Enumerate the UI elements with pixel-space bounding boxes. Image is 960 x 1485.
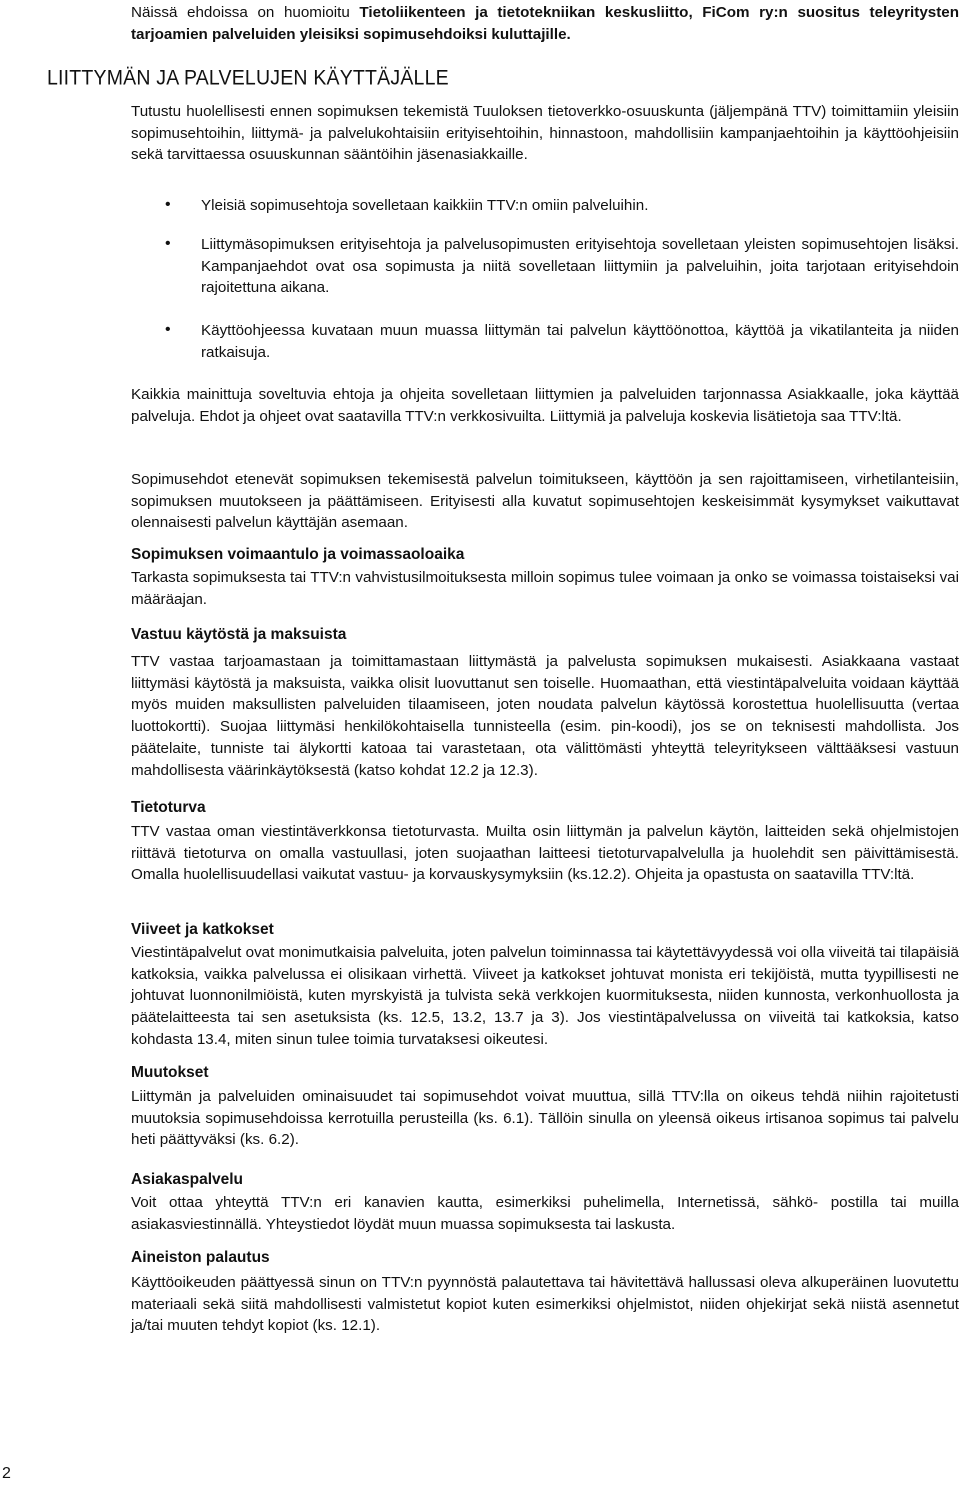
intro-body-paragraph: Tutustu huolellisesti ennen sopimuksen tekemistä Tuuloksen tietoverkko-osuuskunta (jäljempänä TTV) toimittamiin yleisiin sopimusehtoihin, liittymä- ja palvelukohtaisiin erityisehtoihin, hinnastoon, mahdollisiin kampanjaehtoihin ja käyttöohjeisiin sekä tarvittaessa osuuskunnan sääntöihin jäsenasiakkaille.	[131, 103, 959, 164]
intro-bold-text: Tietoliikenteen ja tietotekniikan keskusliitto, FiCom ry:n suositus teleyritysten tarjoamien palveluiden yleisiksi sopimusehdoiksi kuluttajille.	[131, 4, 959, 43]
section-heading-security: Tietoturva	[131, 799, 206, 816]
section-heading-return-of-material: Aineiston palautus	[131, 1249, 270, 1266]
section-heading-customer-service: Asiakaspalvelu	[131, 1171, 244, 1188]
section-heading-responsibility: Vastuu käytöstä ja maksuista	[131, 626, 347, 643]
bullet-item-special-terms: • Liittymäsopimuksen erityisehtoja ja palvelusopimusten erityisehtoja sovelletaan yleisten sopimusehtojen lisäksi. Kampanjaehdot ovat osa sopimusta ja niitä sovelletaan liittymiin ja palveluihin, joita tarjotaan erityisehdoin rajoitettuna aikana.	[201, 234, 959, 299]
intro-plain-text: Näissä ehdoissa on huomioitu	[131, 4, 360, 21]
intro-paragraph	[131, 2, 959, 45]
page-number: 2	[2, 1465, 11, 1482]
section-heading-validity: Sopimuksen voimaantulo ja voimassaoloaika	[131, 546, 465, 563]
section-body-delays: Viestintäpalvelut ovat monimutkaisia palveluita, joten palvelun toiminnassa tai käytettävyydessä voi olla viiveitä tai tilapäisiä katkoksia, vaikka palvelussa ei olisikaan virhettä. Viiveet ja katkokset johtuvat monista eri tekijöistä, mutta tyypillisesti ne johtuvat luonnonilmiöistä, kuten myrskyistä ja tulvista sekä verkkojen kuormituksesta, niiden kunnosta, verkonhuollosta ja päätelaitteesta tai sen asetuksista (ks. 12.5, 13.2, 13.7 ja 3). Jos viestintäpalvelussa on viiveitä tai katkoksia, katso kohdasta 13.4, miten sinun tulee toimia turvataksesi oikeutesi.	[131, 944, 959, 1048]
section-heading-delays: Viiveet ja katkokset	[131, 921, 274, 938]
bullet-item-general-terms: • Yleisiä sopimusehtoja sovelletaan kaikkiin TTV:n omiin palveluihin.	[201, 195, 959, 217]
section-body-changes: Liittymän ja palveluiden ominaisuudet tai sopimusehdot voivat muuttua, sillä TTV:lla on oikeus tehdä niihin rajoitetusti muutoksia sopimusehdoissa kerrotuilla perusteilla (ks. 6.1). Tällöin sinulla on yleensä oikeus irtisanoa sopimus tai palvelu heti päättyväksi (ks. 6.2).	[131, 1088, 959, 1149]
section-body-security: TTV vastaa oman viestintäverkkonsa tietoturvasta. Muilta osin liittymän ja palvelun käytön, laitteiden sekä ohjelmistojen riittävä tietoturva on omalla vastuullasi, joten suojaathan laitteesi tietoturvapalvelulla ja huolehdit sen päivittämisestä. Omalla huolellisuudellasi vaikutat vastuu- ja korvauskysymyksiin (ks.12.2). Ohjeita ja opastusta on saatavilla TTV:ltä.	[131, 823, 959, 884]
section-body-customer-service: Voit ottaa yhteyttä TTV:n eri kanavien kautta, esimerkiksi puhelimella, Internetissä, sähkö- postilla tai muilla asiakasviestinnällä. Yhteystiedot löydät muun muassa sopimuksesta tai laskusta.	[131, 1194, 959, 1233]
terms-overview-paragraph: Sopimusehdot etenevät sopimuksen tekemisestä palvelun toimitukseen, käyttöön ja sen rajoittamiseen, virhetilanteisiin, sopimuksen muutokseen ja päättämiseen. Erityisesti alla kuvatut sopimusehtojen keskeisimmät kysymykset vaikuttavat olennaisesti palvelun käyttäjän asemaan.	[131, 471, 959, 532]
section-body-return-of-material: Käyttöoikeuden päättyessä sinun on TTV:n pyynnöstä palautettava tai hävitettävä hallussasi oleva alkuperäinen luovutettu materiaali sekä siitä mahdollisesti valmistetut kopiot kuten esimerkiksi ohjelmistot, niiden ohjekirjat sekä niistä asennetut ja/tai muuten tehdyt kopiot (ks. 12.1).	[131, 1274, 959, 1335]
section-body-validity: Tarkasta sopimuksesta tai TTV:n vahvistusilmoituksesta milloin sopimus tulee voimaan ja onko se voimassa toistaiseksi vai määräajan.	[131, 569, 959, 608]
section-heading-changes: Muutokset	[131, 1064, 209, 1081]
document-title: LIITTYMÄN JA PALVELUJEN KÄYTTÄJÄLLE	[47, 65, 449, 91]
bullet-item-user-guide: • Käyttöohjeessa kuvataan muun muassa liittymän tai palvelun käyttöönottoa, käyttöä ja vikatilanteita ja niiden ratkaisuja.	[201, 320, 959, 363]
terms-availability-paragraph: Kaikkia mainittuja soveltuvia ehtoja ja ohjeita sovelletaan liittymien ja palveluiden tarjonnassa Asiakkaalle, joka käyttää palveluja. Ehdot ja ohjeet ovat saatavilla TTV:n verkkosivuilta. Liittymiä ja palveluja koskevia lisätietoja saa TTV:ltä.	[131, 386, 959, 425]
section-body-responsibility: TTV vastaa tarjoamastaan ja toimittamastaan liittymästä ja palvelusta sopimuksen mukaisesti. Asiakkaana vastaat liittymäsi käytöstä ja maksuista, vaikka olisit luovuttanut sen toiselle. Huomaathan, että viestintäpalveluita voidaan käyttää myös muiden maksullisten palveluiden tilaamiseen, joten noudata palvelun käytössä korostettua huolellisuutta (vertaa luottokortti). Suojaa liittymäsi henkilökohtaisella tunnisteella (esim. pin-koodi), jos se on teknisesti mahdollista. Jos päätelaite, tunniste tai älykortti katoaa tai varastetaan, ota välittömästi yhteyttä teleyritykseen välttääksesi vastuun mahdollisesta väärinkäytöksestä (katso kohdat 12.2 ja 12.3).	[131, 653, 959, 779]
